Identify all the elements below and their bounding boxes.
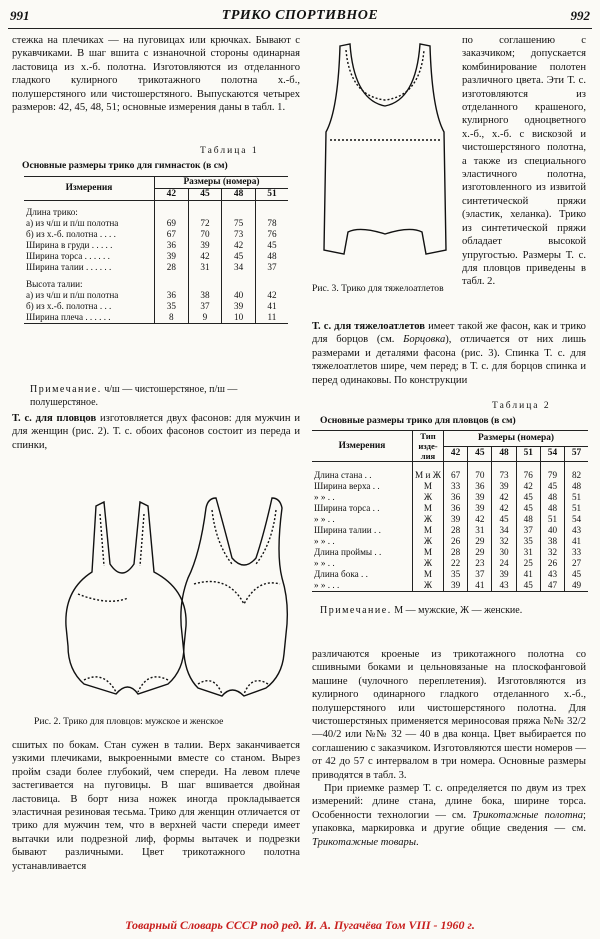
- running-header: [8, 6, 592, 29]
- table2-size-3: 51: [516, 446, 540, 462]
- table1-title: Основные размеры трико для гимнасток (в см): [22, 160, 228, 171]
- table-row: а) из ч/ш и п/ш полотна 36 38 40 42: [24, 290, 288, 301]
- figure2-caption: Рис. 2. Трико для пловцов: мужское и женское: [34, 716, 224, 727]
- figure3-caption: Рис. 3. Трико для тяжелоатлетов: [312, 283, 444, 294]
- table2-title: Основные размеры трико для пловцов (в см): [320, 415, 516, 426]
- col1-bottom-paragraph: сшитых по бокам. Стан сужен в талии. Верх заканчивается узкими плечиками, выкроенными вместе со станом. Вырез пройм сзади более глубокий, чем спереди. На левом плече застегивается на пуговицы. В шаг вшивается двойная ластовица. В борт низа ножек иногда прокладывается эластичная резиновая тесьма. Трико для женщин отличается от трико для мужчин тем, что в верхней части спереди имеет вытачки или подрезной лиф, формы вытачек и подрезки бывают различными. Цвет трикотажного полотна устанавливается: [12, 740, 300, 872]
- table2: [312, 430, 588, 592]
- figure3-weightlifter-illustration: [310, 40, 460, 280]
- table1-size-0: 42: [155, 189, 189, 201]
- table-row: » » . . Ж 22 23 24 25 26 27: [312, 558, 588, 569]
- table2-size-2: 48: [492, 446, 516, 462]
- table1: [24, 176, 288, 324]
- table-row: б) из х.-б. полотна . . . 35 37 39 41: [24, 301, 288, 312]
- table1-group1: Длина трико:: [26, 207, 78, 217]
- link-borcovka: Борцовка: [403, 334, 446, 346]
- table-row: Длина стана . . М и Ж 67 70 73 76 79 82: [312, 470, 588, 481]
- table-row: Ширина верха . . М 33 36 39 42 45 48: [312, 481, 588, 492]
- col2-top-paragraph: по соглашению с заказчиком; допускается комбинирование полотен различного цвета. Эти Т. с. изготовляются из отделанного крашеного, кулирного одноцветного х.-б., х.-б. с вискозой и чистошерстяного полотна, а также из специального эластичного полотна, изготовленного из извитой синтетической пряжи (эластик, хеланка). Трико из синтетической пряжи обладает высокой упругостью. Размеры Т. с. для пловцов приведены в табл. 2.: [462, 35, 586, 288]
- table-row: » » . . Ж 26 29 32 35 38 41: [312, 536, 588, 547]
- table2-number: Таблица 2: [492, 401, 551, 411]
- swim-paragraph: Т. с. для пловцов изготовляется двух фасонов: для мужчин и для женщин (рис. 2). Т. с. обоих фасонов состоит из переда и спинки,: [12, 413, 300, 451]
- table-row: б) из х.-б. полотна . . . . 67 70 73 76: [24, 229, 288, 240]
- table-row: Ширина торса . . . . . . 39 42 45 48: [24, 251, 288, 262]
- table2-size-1: 45: [468, 446, 492, 462]
- table-row: Ширина плеча . . . . . . 8 9 10 11: [24, 312, 288, 324]
- table-row: Длина бока . . М 35 37 39 41 43 45: [312, 569, 588, 580]
- table-row: Длина проймы . . М 28 29 30 31 32 33: [312, 547, 588, 558]
- table2-size-4: 54: [540, 446, 564, 462]
- table-row: Ширина талии . . М 28 31 34 37 40 43: [312, 525, 588, 536]
- table-row: Ширина торса . . М 36 39 42 45 48 51: [312, 503, 588, 514]
- table2-size-5: 57: [565, 446, 588, 462]
- table-row: Ширина в груди . . . . . 36 39 42 45: [24, 240, 288, 251]
- figure2-swimsuits-illustration: [18, 494, 298, 708]
- table1-size-3: 51: [255, 189, 288, 201]
- table2-head-sizes: Размеры (номера): [444, 431, 589, 447]
- table1-size-2: 48: [222, 189, 256, 201]
- table1-group2: Высота талии:: [26, 279, 83, 289]
- link-trikotazhnye-polotna: Трикотажные полотна: [472, 809, 584, 821]
- table2-note: Примечание. М — мужские, Ж — женские.: [320, 605, 523, 616]
- table1-number: Таблица 1: [200, 146, 259, 156]
- table2-head-type: Тип изде-лия: [413, 431, 444, 462]
- table1-head-measure: Измерения: [24, 177, 155, 201]
- table-row: а) из ч/ш и п/ш полотна 69 72 75 78: [24, 218, 288, 229]
- page-number-right: 992: [570, 8, 590, 23]
- heavy-paragraph: Т. с. для тяжелоатлетов имеет такой же фасон, как и трико для борцов (см. Борцовка), отличается от них лишь размерами и деталями фасона (рис. 3). Спинка Т. с. для тяжелоатлетов шире, чем перед; в Т. с. для борцов спинка и перед одинаковы. По конструкции: [312, 321, 587, 386]
- women-swimsuit-drawing: [181, 498, 287, 696]
- page-title: ТРИКО СПОРТИВНОЕ: [221, 8, 379, 23]
- table1-size-1: 45: [188, 189, 222, 201]
- table-row: » » . . Ж 36 39 42 45 48 51: [312, 492, 588, 503]
- men-swimsuit-drawing: [66, 502, 186, 694]
- footer-citation: Товарный Словарь СССР под ред. И. А. Пугачёва Том VIII - 1960 г.: [125, 918, 475, 932]
- page-number-left: 991: [10, 8, 30, 23]
- col1-top-paragraph: стежка на плечиках — на пуговицах или крючках. Бывают с рукавчиками. В шаг вшита с изнаночной стороны одинарная ластовица из х.-б. полотна. Изготовляются из отделанного гладкого кулирного трикотажного полотна х.-б., полушерстяного или чистошерстяного. Выпускаются четырех размеров: 42, 45, 48, 51; основные измерения даны в табл. 1.: [12, 35, 300, 114]
- table-row: Ширина талии . . . . . . 28 31 34 37: [24, 262, 288, 273]
- table-row: » » . . . Ж 39 41 43 45 47 49: [312, 580, 588, 592]
- col2-bottom-paragraph: различаются кроеные из трикотажного полотна со сшивными боками и цельновязаные на плоскофанговой машине (чулочного переплетения). Изготовляются из кулирного одинарного гладкого отделанного х.-б., полушерстяного или чистошерстяного полотна. Для чистошерстяных применяется мериносовая пряжа №№ 32/2—40/2 или №№ 32 — 40 в два конца. Цвет выбирается по соглашению с заказчиком. Изготовляются шести номеров — от 42 до 57 с интервалом в три номера. Основные размеры приводятся в табл. 3. При приемке размер Т. с. определяется по двум из трех измерений: длине стана, длине бока, ширине торса. Особенности технологии — см. Трикотажные полотна; упаковка, маркировка и другие общие сведения — см. Трикотажные товары.: [312, 649, 586, 848]
- table2-size-0: 42: [444, 446, 468, 462]
- table1-note: Примечание. ч/ш — чистошерстяное, п/ш — полушерстяное.: [30, 384, 238, 408]
- table-row: » » . . Ж 39 42 45 48 51 54: [312, 514, 588, 525]
- link-trikotazhnye-tovary: Трикотажные товары: [312, 836, 417, 848]
- table1-head-sizes: Размеры (номера): [155, 177, 289, 189]
- table2-head-measure: Измерения: [312, 431, 413, 462]
